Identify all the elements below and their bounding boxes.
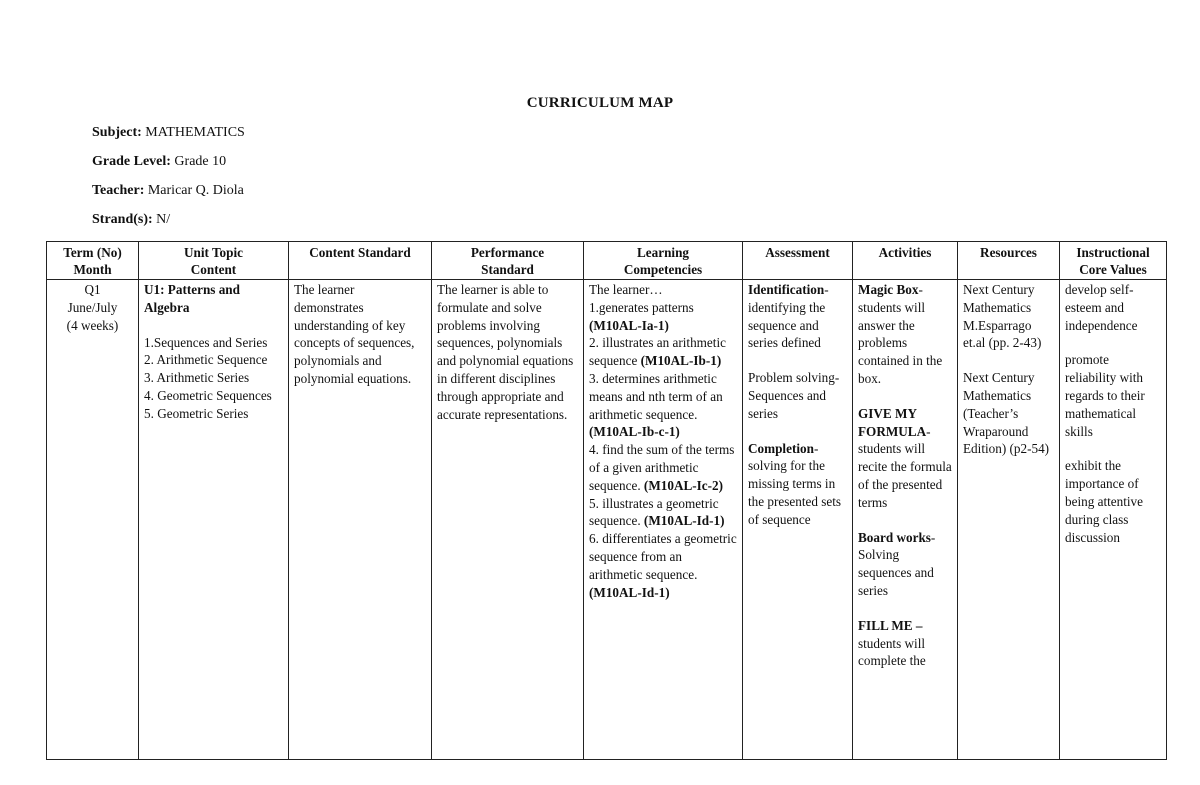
header-unit-topic: Unit Topic Content [139, 242, 289, 280]
header-activities: Activities [853, 242, 958, 280]
assessment-item: Completion-solving for the missing terms in the presented sets of sequence [748, 440, 842, 527]
header-performance-standard: Performance Standard [432, 242, 584, 280]
competency-item: 2. illustrates an arithmetic sequence (M10AL-Ib-1) [589, 335, 726, 369]
strand-line [92, 212, 170, 228]
competency-item: 4. find the sum of the terms of a given arithmetic sequence. (M10AL-Ic-2) [589, 442, 735, 493]
competency-item: 6. differentiates a geometric sequence from an arithmetic sequence. (M10AL-Id-1) [589, 531, 737, 600]
header-core-values: Instructional Core Values [1060, 242, 1167, 280]
competencies-cell [584, 280, 743, 760]
resource-item: Next Century Mathematics (Teacher’s Wraparound Edition) (p2-54) [963, 370, 1050, 457]
header-assessment: Assessment [743, 242, 853, 280]
activity-item: Magic Box-students will answer the problems contained in the box. [858, 282, 943, 386]
content-standard-text: The learner demonstrates understanding of key concepts of sequences, polynomials and polynomial equations. [294, 282, 415, 386]
header-resources: Resources [958, 242, 1060, 280]
assessment-item: Identification-identifying the sequence and series defined [748, 282, 829, 351]
resources-cell [958, 280, 1060, 760]
term-cell [47, 280, 139, 760]
header-content-standard: Content Standard [289, 242, 432, 280]
teacher-label: Teacher: [92, 183, 145, 198]
assessment-cell [743, 280, 853, 760]
document-title: CURRICULUM MAP [526, 95, 674, 111]
teacher-line [92, 183, 244, 199]
header-row [47, 242, 1167, 280]
grade-value: Grade 10 [174, 154, 227, 169]
unit-item: 4. Geometric Sequences [144, 387, 272, 403]
competency-item: 3. determines arithmetic means and nth term of an arithmetic sequence. (M10AL-Ib-c-1) [589, 370, 723, 440]
core-value-item: promote reliability with regards to their mathematical skills [1065, 352, 1145, 439]
performance-standard-cell [432, 280, 584, 760]
header-learning-competencies: Learning Competencies [584, 242, 743, 280]
term-month: June/July [67, 299, 118, 315]
activities-cell [853, 280, 958, 760]
unit-item: 3. Arithmetic Series [144, 370, 250, 386]
content-standard-cell [289, 280, 432, 760]
grade-line [92, 154, 226, 170]
activity-item: Board works-Solving sequences and series [858, 529, 936, 598]
core-values-cell [1060, 280, 1167, 760]
header-term: Term (No) Month [47, 242, 139, 280]
activity-item: GIVE MY FORMULA-students will recite the formula of the presented terms [858, 405, 952, 510]
strand-label: Strand(s): [92, 212, 153, 227]
performance-standard-text: The learner is able to formulate and solve problems involving sequences, polynomials and polynomial equations in different disciplines through appropriate and accurate representations. [437, 282, 574, 422]
competencies-intro: The learner… [589, 282, 663, 297]
unit-item: 1.Sequences and Series [144, 334, 268, 350]
strand-value: N/ [156, 212, 171, 227]
curriculum-table [46, 241, 1167, 760]
resource-item: Next Century Mathematics M.Esparrago et.al (pp. 2-43) [963, 282, 1042, 351]
table-row [47, 280, 1167, 760]
term-duration: (4 weeks) [66, 317, 119, 333]
assessment-item: Problem solving-Sequences and series [748, 370, 840, 421]
subject-line [92, 125, 245, 141]
competency-item: 1.generates patterns (M10AL-Ia-1) [589, 299, 694, 333]
competency-item: 5. illustrates a geometric sequence. (M10AL-Id-1) [589, 495, 725, 529]
core-value-item: exhibit the importance of being attentive during class discussion [1065, 458, 1143, 545]
unit-title: U1: Patterns and Algebra [144, 282, 240, 315]
unit-item: 5. Geometric Series [144, 405, 249, 421]
grade-label: Grade Level: [92, 154, 171, 169]
teacher-value: Maricar Q. Diola [147, 183, 244, 198]
subject-value: MATHEMATICS [145, 125, 245, 140]
unit-item: 2. Arithmetic Sequence [144, 352, 268, 368]
unit-topic-cell [139, 280, 289, 760]
term-quarter: Q1 [84, 282, 101, 297]
activity-item: FILL ME – students will complete the [858, 617, 926, 669]
subject-label: Subject: [92, 125, 142, 140]
core-value-item: develop self-esteem and independence [1065, 282, 1138, 333]
